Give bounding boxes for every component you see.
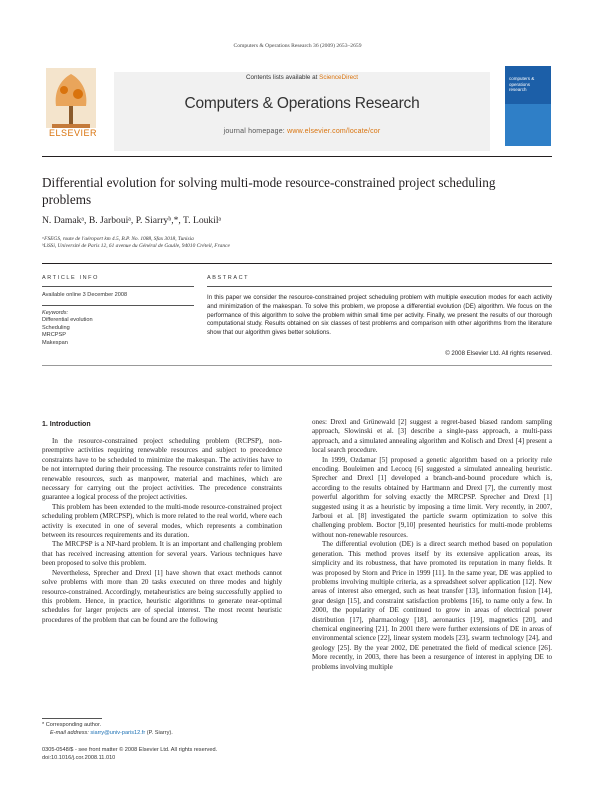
author-list: N. Damakᵃ, B. Jarbouiᵃ, P. Siarryᵇ,*, T. Loukilᵃ xyxy=(42,215,222,226)
right-column xyxy=(312,418,552,672)
sciencedirect-link[interactable]: ScienceDirect xyxy=(319,74,358,81)
section-heading: 1. Introduction xyxy=(42,421,91,428)
corresponding-note: * Corresponding author. xyxy=(42,722,102,728)
email-link[interactable]: siarry@univ-paris12.fr xyxy=(90,730,146,736)
homepage-link[interactable]: www.elsevier.com/locate/cor xyxy=(287,128,381,135)
abstract-heading: ABSTRACT xyxy=(207,275,250,281)
paragraph: The differential evolution (DE) is a direct search method based on population generation. This method proves itself by its extensive application areas, its simplicity and its robustness, that have promoted its reputation in many fields. It was proposed by Storn and Price in 1999 [11]. In the same year, DE was applied to problems involving multiple criteria, as a spreadsheet solver application [12]. New areas of interest also emerged, such as heat transfer [13], information fusion [14], gear design [15], and constraint satisfaction problems [16], to name only a few. In 2000, the popularity of DE continued to grow in areas of electrical power distribution [17], pharmacology [18], aeronautics [19], magnetics [20], and chemical engineering [21]. In 2001 there were further extensions of DE in areas of environmental science [22], linear system models [23], swarm technology [24], and geology [25]. By the year 2002, DE penetrated the field of medical science [26]. More recently, in 2003, there has been a resurgence of interest in applying DE to problems involving multiple xyxy=(312,540,552,671)
article-title: Differential evolution for solving multi-mode resource-constrained project scheduling problems xyxy=(42,175,496,207)
paragraph: In the resource-constrained project scheduling problem (RCPSP), non-preemptive activities requiring renewable resources and subject to precedence constraints have to be scheduled to minimize the makespan. The activities have to be not interrupted during their processing. The resource constraints refer to limited renewable resources, such as manpower, material and machines, which are necessary for carrying out the project activities. The precedence constraints guarantee a logical process of the project activities. xyxy=(42,437,282,502)
running-header: Computers & Operations Research 36 (2009) 2653–2659 xyxy=(233,43,362,49)
publisher-name: ELSEVIER xyxy=(48,128,98,138)
paragraph: ones: Drexl and Grünewald [2] suggest a regret-based biased random sampling approach, Slowinski et al. [3] describe a single-pass approach, a multi-pass approach, and a simulated annealing algorithm and Kolisch and Drexl [4] present a local search procedure. xyxy=(312,418,552,455)
header-rule xyxy=(42,156,552,157)
article-info-divider xyxy=(42,286,194,287)
info-rule xyxy=(42,263,552,264)
journal-homepage xyxy=(114,128,490,135)
affiliation-b: ᵇLiSSi, Université de Paris 12, 61 avenue du Général de Gaulle, 94010 Créteil, France xyxy=(42,243,230,249)
email-suffix: (P. Siarry). xyxy=(146,730,173,736)
keyword-item: MRCPSP xyxy=(42,332,66,339)
keyword-item: Differential evolution xyxy=(42,317,93,324)
email-note xyxy=(50,730,173,736)
journal-title: Computers & Operations Research xyxy=(184,95,420,112)
contents-prefix: Contents lists available at xyxy=(245,74,318,81)
abstract-divider xyxy=(207,286,552,287)
footnote-rule xyxy=(42,718,102,719)
copyright: © 2008 Elsevier Ltd. All rights reserved. xyxy=(445,350,552,357)
available-online: Available online 3 December 2008 xyxy=(42,292,128,298)
journal-cover xyxy=(505,66,551,146)
keyword-item: Scheduling xyxy=(42,324,70,331)
article-info-heading: ARTICLE INFO xyxy=(42,275,99,281)
left-column xyxy=(42,437,282,625)
keywords-divider xyxy=(42,305,194,306)
abstract-bottom-rule xyxy=(42,365,552,366)
email-label: E-mail address: xyxy=(50,730,89,736)
paragraph: Nevertheless, Sprecher and Drexl [1] have shown that exact methods cannot solve problems with more than 20 tasks executed on three modes and highly resource-constrained. Accordingly, metaheuristics are being successfully applied to this problem. Hence, in practice, heuristic algorithms to generate near-optimal schedules for larger projects are of special interest. The most recent heuristic procedures of the problem that can be found are the following xyxy=(42,568,282,624)
paragraph: This problem has been extended to the multi-mode resource-constrained project scheduling problem (MRCPSP), which is more related to the real world, where each activity is executed in one of several modes, which represents a combination between its resources requirements and its duration. xyxy=(42,502,282,540)
cover-title: computers & operations research xyxy=(509,76,535,92)
paragraph: In 1999, Ozdamar [5] proposed a genetic algorithm based on a priority rule encoding. Bouleimen and Lecocq [6] suggested a simulated annealing heuristic. Sprecher and Drexl [1] developed a branch-and-bound procedure which is, according to the results obtained by Hartmann and Drexl [7], the currently most powerful algorithm for solving exactly the MRCPSP. Sprecher and Drexl [1] suggested using it as a heuristic by imposing a time limit. Very recently, in 2007, Jarboui et al. [8] investigated the particle swarm optimization to solve this challenging problem. Boctor [9,10] presented heuristics for multi-mode problems without non-renewable resources. xyxy=(312,455,552,539)
paragraph: The MRCPSP is a NP-hard problem. It is an important and challenging problem that has received increasing attention for several years. Various techniques have been proposed to solve this problem. xyxy=(42,540,282,568)
homepage-label: journal homepage: xyxy=(223,128,285,135)
keyword-item: Makespan xyxy=(42,339,68,346)
affiliation-a: ᵃFSEGS, route de l'aéroport km 4.5, B.P. No. 1088, Sfax 3018, Tunisia xyxy=(42,236,194,242)
keywords-label: Keywords: xyxy=(42,310,69,316)
keywords-block xyxy=(42,310,93,347)
issn-line: 0305-0548/$ - see front matter © 2008 Elsevier Ltd. All rights reserved. xyxy=(42,747,218,753)
contents-line xyxy=(114,74,490,81)
abstract-text: In this paper we consider the resource-constrained project scheduling problem with multiple execution modes for each activity and minimization of the makespan. To solve this problem, we propose a differential evolution (DE) algorithm. We focus on the performance of this algorithm to solve the problem within small time per activity. Finally, we present the results of our thorough computational study. Results obtained on six classes of test problems and comparison with other algorithms from the literature show that our algorithm gives better solutions. xyxy=(207,294,552,337)
doi-line[interactable]: doi:10.1016/j.cor.2008.11.010 xyxy=(42,755,116,761)
